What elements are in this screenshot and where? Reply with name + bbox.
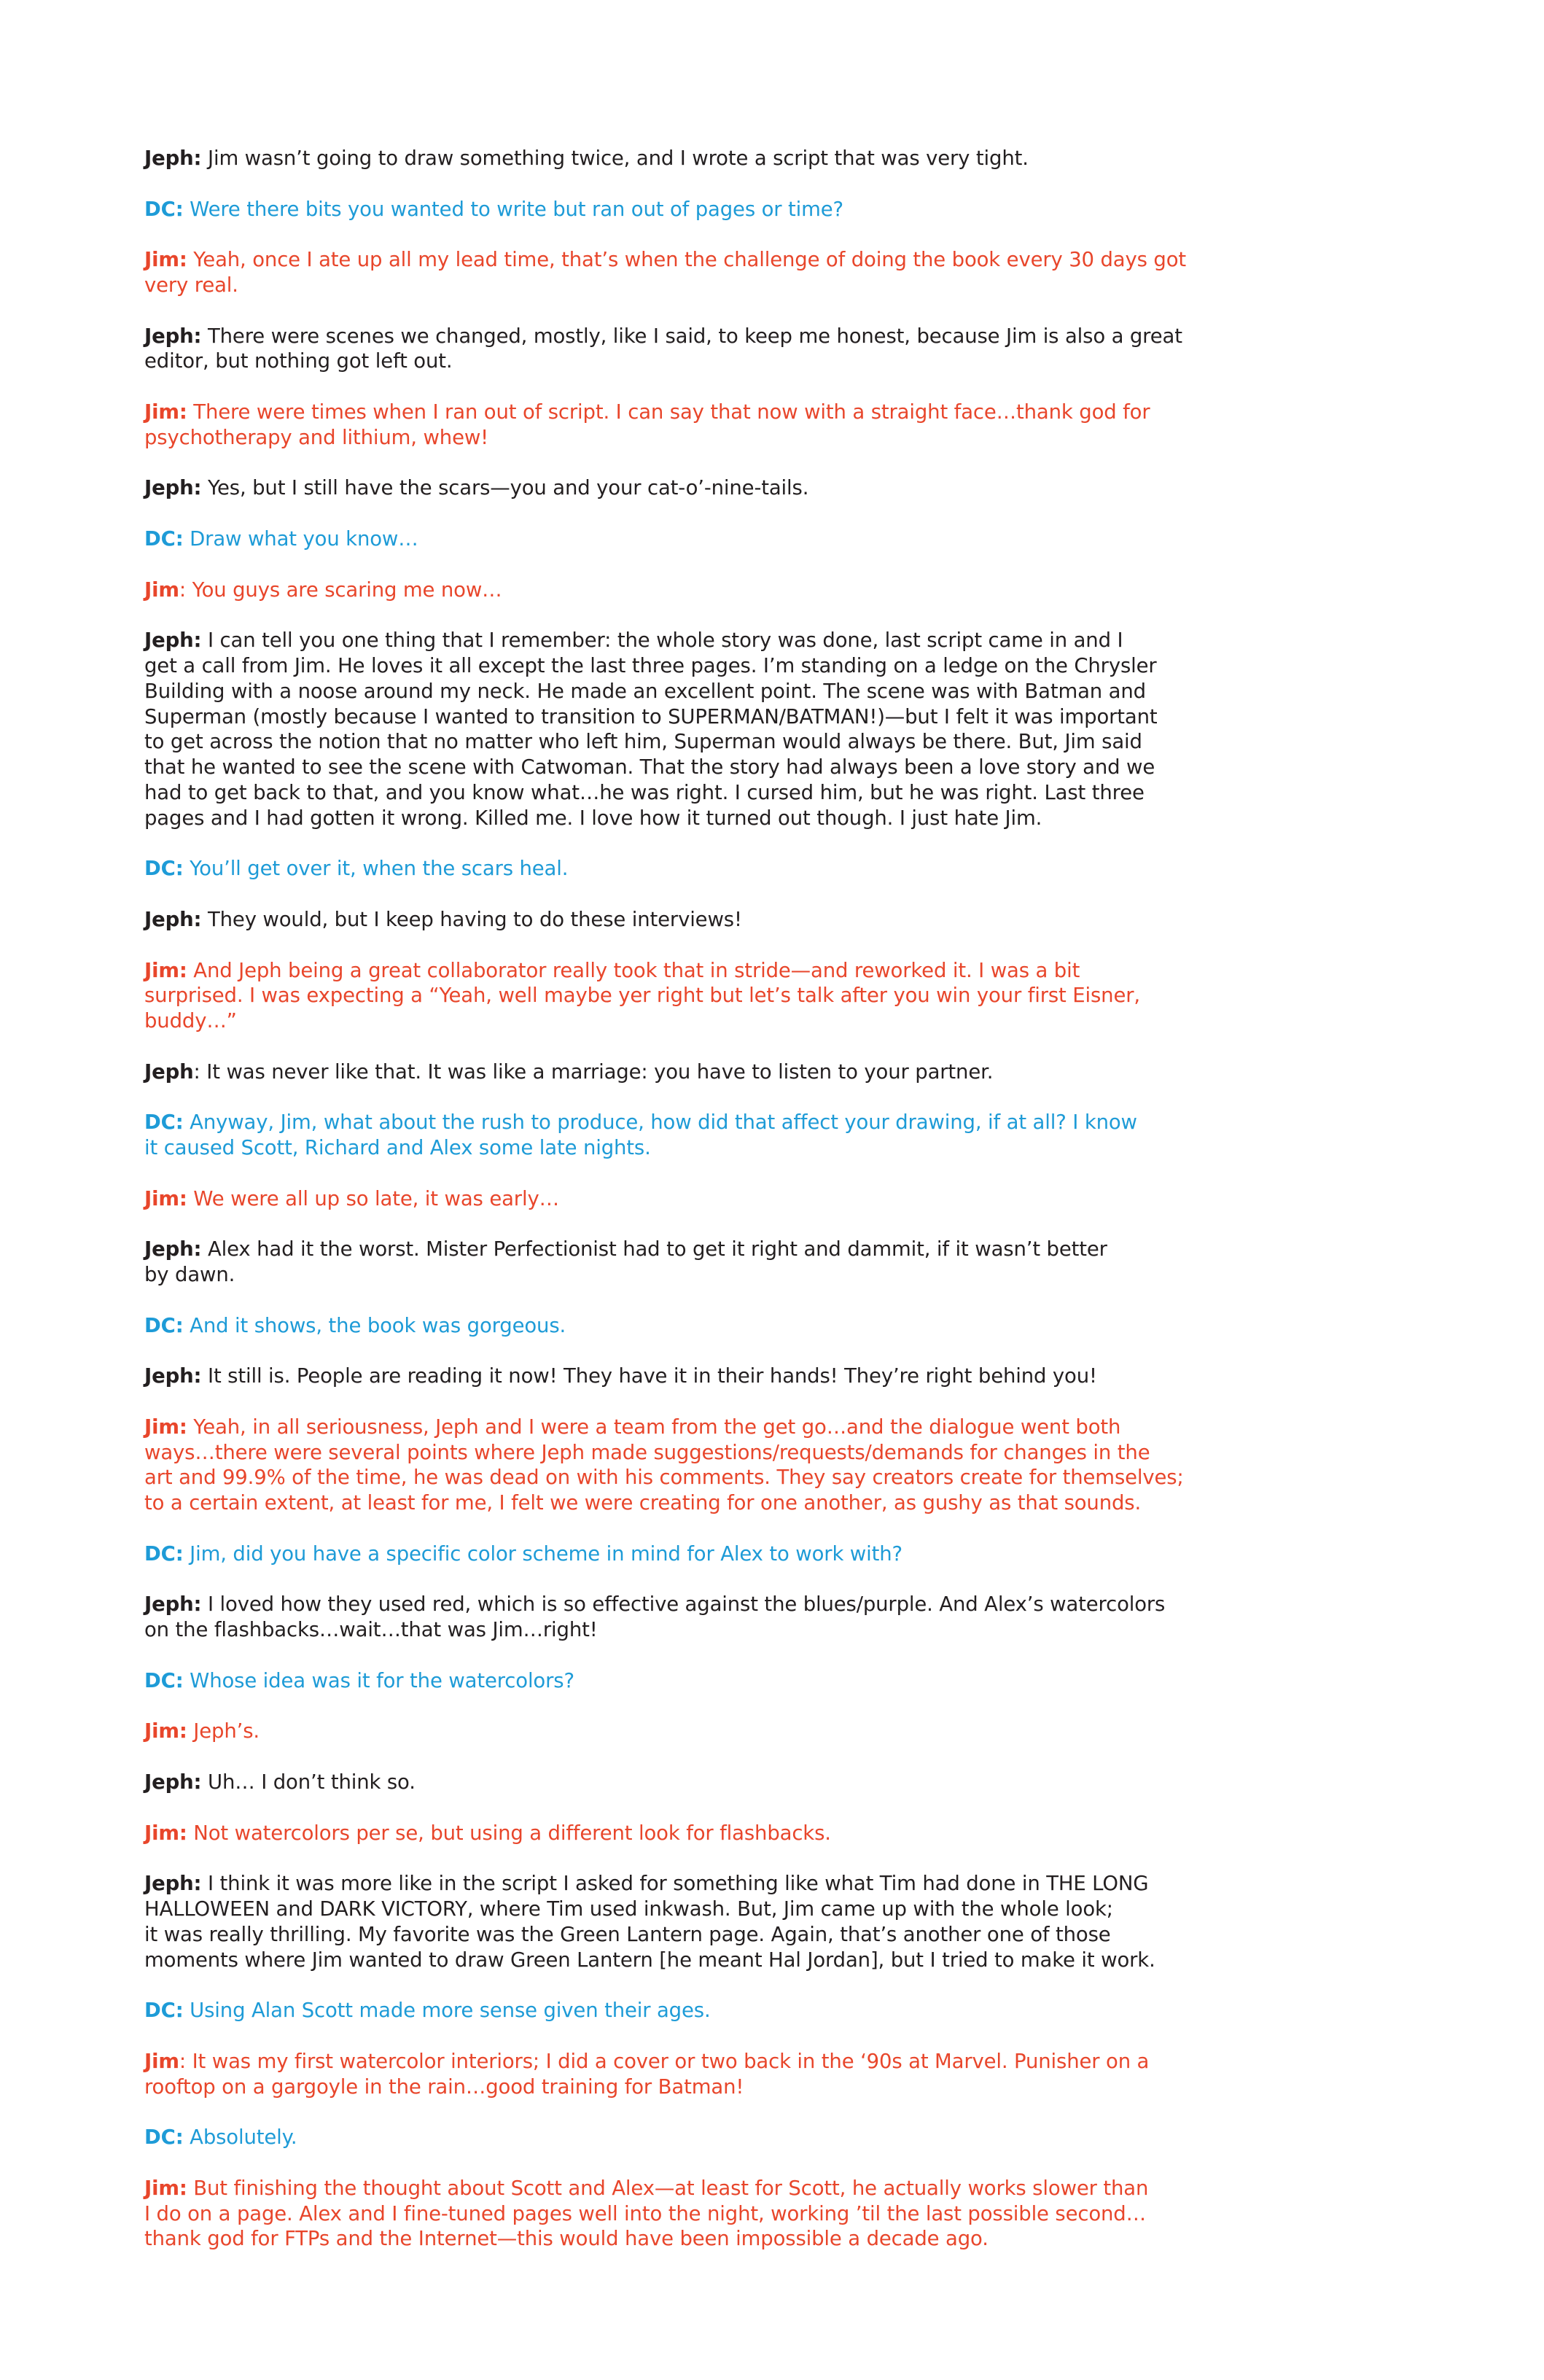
paragraph-text: Draw what you know…: [183, 526, 418, 551]
interview-paragraph: [144, 526, 1252, 552]
paragraph-text: Yeah, once I ate up all my lead time, that’s when the challenge of doing the book every 30 days got very real.: [144, 248, 1187, 297]
paragraph-text: Using Alan Scott made more sense given their ages.: [183, 1999, 711, 2023]
speaker-label: Jeph:: [144, 629, 202, 653]
interview-paragraph: [144, 1770, 1252, 1795]
paragraph-text: And it shows, the book was gorgeous.: [183, 1313, 566, 1337]
paragraph-text: : It was my first watercolor interiors; I did a cover or two back in the ‘90s at Marvel. Punisher on a rooftop on a gargoyle in the rain…good training for Batman!: [144, 2049, 1150, 2099]
speaker-label: Jim:: [144, 2176, 187, 2200]
interview-paragraph: [144, 958, 1252, 1034]
paragraph-text: Yeah, in all seriousness, Jeph and I were a team from the get go…and the dialogue went both ways…there were several points where Jeph made suggestions/requests/demands for changes in the art and 99.9% of the time, he was dead on with his comments. They say creators create for themselves; to a certain extent, at least for me, I felt we were creating for one another, as gushy as that sounds.: [144, 1415, 1184, 1515]
interview-paragraph: [144, 1364, 1252, 1389]
interview-paragraph: [144, 2049, 1252, 2100]
speaker-label: Jim:: [144, 958, 187, 982]
paragraph-text: Yes, but I still have the scars—you and your cat-o’-nine-tails.: [201, 476, 809, 500]
interview-paragraph: [144, 1415, 1252, 1516]
interview-paragraph: [144, 907, 1252, 933]
interview-paragraph: [144, 1821, 1252, 1846]
speaker-label: Jim:: [144, 1415, 187, 1439]
paragraph-text: But finishing the thought about Scott and Alex—at least for Scott, he actually works slower than I do on a page. Alex and I fine-tuned pages well into the night, working ’til the last possible second… thank god for FTPs and the Internet—this would have been impossible a decade ago.: [144, 2176, 1149, 2251]
speaker-label: Jeph:: [144, 907, 202, 931]
speaker-label: DC:: [144, 1313, 184, 1337]
paragraph-text: Whose idea was it for the watercolors?: [183, 1668, 574, 1692]
interview-paragraph: [144, 1237, 1252, 1288]
paragraph-text: Uh… I don’t think so.: [201, 1770, 416, 1794]
paragraph-text: And Jeph being a great collaborator really took that in stride—and reworked it. I was a bit surprised. I was expecting a “Yeah, well maybe yer right but let’s talk after you win your first Eisner, buddy…”: [144, 958, 1140, 1033]
paragraph-text: You’ll get over it, when the scars heal.: [183, 857, 569, 881]
paragraph-text: Were there bits you wanted to write but ran out of pages or time?: [183, 197, 843, 221]
paragraph-text: Jeph’s.: [187, 1719, 260, 1743]
interview-paragraph: [144, 247, 1252, 298]
interview-paragraph: [144, 324, 1252, 375]
speaker-label: Jim:: [144, 1719, 187, 1743]
speaker-label: DC:: [144, 526, 184, 551]
speaker-label: Jeph:: [144, 1364, 202, 1388]
speaker-label: DC:: [144, 1111, 184, 1135]
speaker-label: Jeph:: [144, 476, 202, 500]
speaker-label: Jeph:: [144, 324, 202, 348]
interview-page: [144, 146, 1252, 2277]
interview-paragraph: [144, 628, 1252, 831]
interview-paragraph: [144, 1313, 1252, 1339]
paragraph-text: : It was never like that. It was like a marriage: you have to listen to your partner.: [193, 1059, 994, 1084]
speaker-label: Jeph:: [144, 1770, 202, 1794]
paragraph-text: Jim, did you have a specific color scheme in mind for Alex to work with?: [183, 1541, 902, 1566]
paragraph-text: We were all up so late, it was early…: [187, 1186, 559, 1210]
speaker-label: DC:: [144, 857, 184, 881]
paragraph-text: Absolutely.: [183, 2126, 297, 2150]
speaker-label: Jim: [144, 578, 179, 602]
interview-paragraph: [144, 1059, 1252, 1085]
speaker-label: DC:: [144, 1668, 184, 1692]
speaker-label: Jeph: [144, 1059, 194, 1084]
interview-paragraph: [144, 400, 1252, 451]
interview-paragraph: [144, 197, 1252, 222]
speaker-label: Jim:: [144, 248, 187, 272]
interview-paragraph: [144, 1719, 1252, 1744]
paragraph-text: Jim wasn’t going to draw something twice, and I wrote a script that was very tight.: [201, 147, 1029, 170]
paragraph-text: Anyway, Jim, what about the rush to produce, how did that affect your drawing, if at all? I know it caused Scott, Richard and Alex some late nights.: [144, 1111, 1137, 1160]
speaker-label: DC:: [144, 1999, 184, 2023]
paragraph-text: I can tell you one thing that I remember: the whole story was done, last script came in and I get a call from Jim. He loves it all except the last three pages. I’m standing on a ledge on the Chrysler Building with a noose around my neck. He made an excellent point. The scene was with Batman and Superman (mostly because I wanted to transition to SUPERMAN/BATMAN!)—but I felt it was important to get across the notion that no matter who left him, Superman would always be there. But, Jim said that he wanted to see the scene with Catwoman. That the story had always been a love story and we had to get back to that, and you know what…he was right. I cursed him, but he was right. Last three pages and I had gotten it wrong. Killed me. I love how it turned out though. I just hate Jim.: [144, 629, 1158, 830]
speaker-label: Jeph:: [144, 147, 202, 170]
interview-paragraph: [144, 146, 1252, 171]
interview-paragraph: [144, 1871, 1252, 1972]
speaker-label: Jim:: [144, 1821, 187, 1845]
interview-paragraph: [144, 1186, 1252, 1212]
paragraph-text: There were times when I ran out of script. I can say that now with a straight face…thank god for psychotherapy and lithium, whew!: [144, 400, 1150, 449]
interview-paragraph: [144, 1110, 1252, 1161]
paragraph-text: Not watercolors per se, but using a different look for flashbacks.: [187, 1821, 831, 1845]
speaker-label: Jeph:: [144, 1872, 202, 1896]
interview-paragraph: [144, 2176, 1252, 2252]
interview-paragraph: [144, 1592, 1252, 1643]
speaker-label: DC:: [144, 2126, 184, 2150]
paragraph-text: There were scenes we changed, mostly, like I said, to keep me honest, because Jim is also a great editor, but nothing got left out.: [144, 324, 1182, 373]
speaker-label: Jeph:: [144, 1237, 202, 1261]
speaker-label: Jim: [144, 2049, 179, 2073]
interview-paragraph: [144, 1541, 1252, 1567]
speaker-label: DC:: [144, 1541, 184, 1566]
interview-paragraph: [144, 2125, 1252, 2150]
speaker-label: Jeph:: [144, 1592, 202, 1617]
speaker-label: DC:: [144, 197, 184, 221]
paragraph-text: I think it was more like in the script I asked for something like what Tim had done in THE LONG HALLOWEEN and DARK VICTORY, where Tim used inkwash. But, Jim came up with the whole look; it was really thrilling. My favorite was the Green Lantern page. Again, that’s another one of those moments where Jim wanted to draw Green Lantern [he meant Hal Jordan], but I tried to make it work.: [144, 1872, 1155, 1972]
interview-paragraph: [144, 1998, 1252, 2023]
speaker-label: Jim:: [144, 1186, 187, 1210]
paragraph-text: I loved how they used red, which is so effective against the blues/purple. And Alex’s watercolors on the flashbacks…wait…that was Jim…right!: [144, 1592, 1166, 1642]
paragraph-text: It still is. People are reading it now! They have it in their hands! They’re right behind you!: [201, 1364, 1097, 1388]
interview-paragraph: [144, 856, 1252, 882]
paragraph-text: They would, but I keep having to do these interviews!: [201, 907, 742, 931]
interview-paragraph: [144, 475, 1252, 501]
speaker-label: Jim:: [144, 400, 187, 424]
paragraph-text: Alex had it the worst. Mister Perfectionist had to get it right and dammit, if it wasn’t better by dawn.: [144, 1237, 1107, 1287]
interview-paragraph: [144, 1668, 1252, 1694]
paragraph-text: : You guys are scaring me now…: [179, 578, 502, 602]
interview-paragraph: [144, 578, 1252, 603]
